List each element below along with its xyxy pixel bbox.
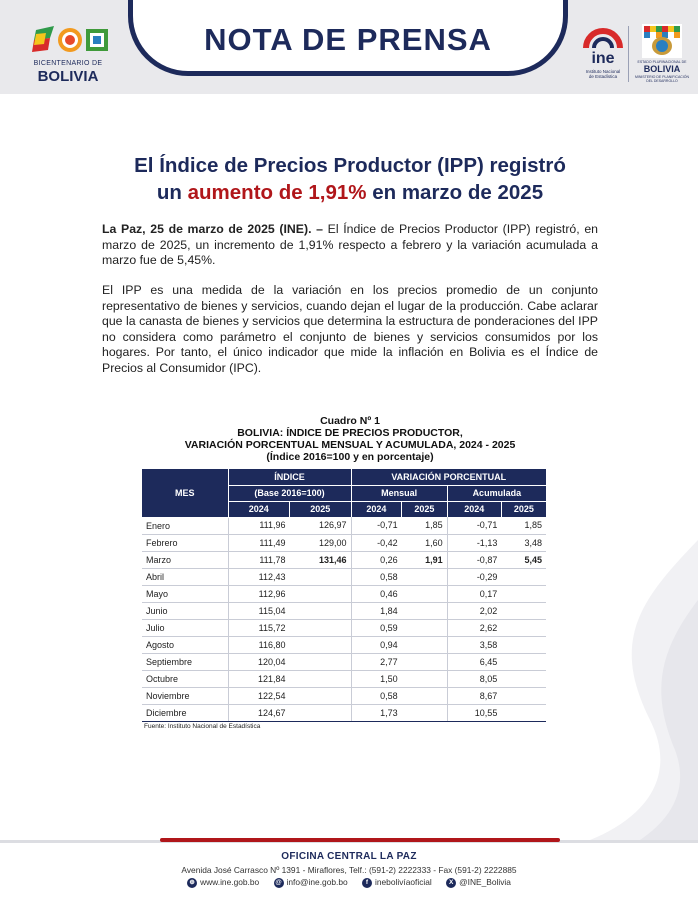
- cell-value: 126,97: [290, 517, 352, 534]
- email-icon: @: [275, 879, 282, 887]
- table-row: [142, 636, 546, 653]
- table-source: Fuente: Instituto Nacional de Estadística: [144, 723, 261, 730]
- cell-value-highlight: 1,91: [402, 551, 447, 568]
- x-icon: X: [446, 878, 456, 888]
- cell-value: 111,49: [228, 534, 290, 551]
- cell-value: 2,02: [447, 602, 501, 619]
- cell-value: 3,48: [501, 534, 546, 551]
- footer-title: OFICINA CENTRAL LA PAZ: [281, 851, 417, 862]
- cell-value: [290, 636, 352, 653]
- header-variacion: VARIACIÓN PORCENTUAL: [351, 469, 546, 485]
- cell-value: [402, 670, 447, 687]
- contact-x[interactable]: X @INE_Bolivia: [446, 877, 511, 888]
- cell-value: [501, 704, 546, 721]
- cell-value: [501, 568, 546, 585]
- dateline: La Paz, 25 de marzo de 2025 (INE). –: [102, 222, 323, 236]
- header-year: 2024: [351, 501, 402, 517]
- cell-value-highlight: 131,46: [290, 551, 352, 568]
- coat-of-arms-icon: [632, 20, 692, 60]
- ine-logo: [580, 22, 626, 86]
- bicentenario-label: BICENTENARIO DE: [33, 60, 103, 67]
- header-year: 2024: [228, 501, 290, 517]
- cell-value: [501, 619, 546, 636]
- bicentenario-emblem-icon: [26, 24, 110, 60]
- table-row: [142, 585, 546, 602]
- bicentenario-logo: [26, 24, 110, 84]
- cell-mes: Febrero: [142, 534, 228, 551]
- headline-line1: El Índice de Precios Productor (IPP) registró: [134, 154, 566, 177]
- cell-mes: Enero: [142, 517, 228, 534]
- cell-mes: Noviembre: [142, 687, 228, 704]
- cell-value: [402, 585, 447, 602]
- cell-value: 0,94: [351, 636, 402, 653]
- cell-value: 8,67: [447, 687, 501, 704]
- cell-value: 0,58: [351, 568, 402, 585]
- cell-value: 122,54: [228, 687, 290, 704]
- cell-value: -0,71: [351, 517, 402, 534]
- header-mensual: Mensual: [351, 485, 447, 501]
- cell-value: [501, 636, 546, 653]
- headline: [80, 152, 620, 206]
- table-caption: Cuadro Nº 1 BOLIVIA: ÍNDICE DE PRECIOS PRODUCTOR, VARIACIÓN PORCENTUAL MENSUAL Y ACUMULADA, 2024 - 2025 (Índice 2016=100 y en porcentaje): [184, 415, 516, 463]
- contact-facebook[interactable]: f inebolivíaoficial: [362, 877, 432, 888]
- estado-logo: [632, 20, 692, 88]
- table-row: [142, 551, 546, 568]
- ine-subtitle: Instituto Nacional de Estadística: [585, 69, 621, 79]
- cell-value: 0,46: [351, 585, 402, 602]
- cell-value: 115,72: [228, 619, 290, 636]
- footer-address: Avenida José Carrasco Nº 1391 - Miraflores, Telf.: (591-2) 2222333 - Fax (591-2) 2222885: [181, 865, 517, 875]
- cell-value: [290, 687, 352, 704]
- cell-value: 121,84: [228, 670, 290, 687]
- cell-value: [290, 568, 352, 585]
- cell-mes: Octubre: [142, 670, 228, 687]
- cell-value: [290, 619, 352, 636]
- cell-value: 120,04: [228, 653, 290, 670]
- cell-value: [290, 653, 352, 670]
- cell-value: -1,13: [447, 534, 501, 551]
- ine-emblem-icon: [580, 22, 626, 52]
- cell-value: 8,05: [447, 670, 501, 687]
- table-row: [142, 619, 546, 636]
- cell-value: 1,60: [402, 534, 447, 551]
- cell-value: -0,71: [447, 517, 501, 534]
- contact-email[interactable]: @ info@ine.gob.bo: [275, 877, 348, 888]
- paragraph-lead: La Paz, 25 de marzo de 2025 (INE). – El Índice de Precios Productor (IPP) registró, en marzo de 2025, un incremento de 1,91% respecto a febrero y la variación acumulada a marzo fue de 5,45%.: [102, 222, 598, 267]
- cell-value: [501, 585, 546, 602]
- cell-mes: Septiembre: [142, 653, 228, 670]
- cell-mes: Abril: [142, 568, 228, 585]
- estado-name: BOLIVIA: [643, 64, 681, 74]
- footer-contacts: [0, 877, 698, 888]
- header-mes: MES: [142, 469, 228, 517]
- cell-value: [402, 704, 447, 721]
- cell-value: -0,29: [447, 568, 501, 585]
- cell-value: 0,26: [351, 551, 402, 568]
- header-year: 2025: [501, 501, 546, 517]
- cell-value: [402, 653, 447, 670]
- bolivia-label: BOLIVIA: [37, 68, 99, 85]
- header-banner: [0, 0, 698, 94]
- header-year: 2025: [402, 501, 447, 517]
- cell-value: 2,62: [447, 619, 501, 636]
- cell-value: [402, 619, 447, 636]
- cell-value: 1,84: [351, 602, 402, 619]
- cell-mes: Agosto: [142, 636, 228, 653]
- header-acumulada: Acumulada: [447, 485, 546, 501]
- cell-value: [402, 602, 447, 619]
- estado-prefix: ESTADO PLURINACIONAL DE: [637, 60, 687, 64]
- cell-value: [501, 602, 546, 619]
- cell-value: -0,42: [351, 534, 402, 551]
- table-row: [142, 568, 546, 585]
- ine-word: ine: [591, 50, 615, 67]
- cell-value: [402, 636, 447, 653]
- cell-value: [290, 670, 352, 687]
- cell-value: 116,80: [228, 636, 290, 653]
- footer-accent-bar: [160, 838, 560, 842]
- cell-value: [402, 568, 447, 585]
- table-row: [142, 653, 546, 670]
- globe-icon: ⊕: [187, 878, 197, 888]
- logo-divider: [628, 26, 629, 82]
- cell-value: 10,55: [447, 704, 501, 721]
- cell-value: 1,85: [402, 517, 447, 534]
- cell-value: [402, 687, 447, 704]
- facebook-icon: f: [362, 878, 372, 888]
- cell-value: 129,00: [290, 534, 352, 551]
- table-row: [142, 670, 546, 687]
- header-year: 2025: [290, 501, 352, 517]
- cell-value: 111,96: [228, 517, 290, 534]
- header-base: (Base 2016=100): [228, 485, 351, 501]
- cell-value: 1,73: [351, 704, 402, 721]
- estado-subtitle: MINISTERIO DE PLANIFICACIÓN DEL DESARROLLO: [634, 75, 690, 83]
- cell-value: 2,77: [351, 653, 402, 670]
- cell-value: 112,96: [228, 585, 290, 602]
- cell-value: 115,04: [228, 602, 290, 619]
- page-title: NOTA DE PRENSA: [204, 22, 492, 57]
- contact-website[interactable]: ⊕ www.ine.gob.bo: [187, 877, 259, 888]
- cell-value: 3,58: [447, 636, 501, 653]
- table-row: [142, 704, 546, 721]
- cell-value: 0,17: [447, 585, 501, 602]
- table-row: [142, 517, 546, 534]
- cell-value: 1,50: [351, 670, 402, 687]
- headline-highlight: aumento de 1,91%: [187, 181, 367, 204]
- cell-value: [290, 602, 352, 619]
- cell-value-highlight: 5,45: [501, 551, 546, 568]
- cell-value: [501, 653, 546, 670]
- cell-value: [290, 585, 352, 602]
- cell-value: [290, 704, 352, 721]
- cell-mes: Marzo: [142, 551, 228, 568]
- header-year: 2024: [447, 501, 501, 517]
- cell-value: 6,45: [447, 653, 501, 670]
- cell-value: 112,43: [228, 568, 290, 585]
- cell-value: 124,67: [228, 704, 290, 721]
- cell-value: [501, 687, 546, 704]
- header-indice: ÍNDICE: [228, 469, 351, 485]
- table-row: [142, 534, 546, 551]
- cell-value: [501, 670, 546, 687]
- cell-value: 0,59: [351, 619, 402, 636]
- cell-value: 1,85: [501, 517, 546, 534]
- cell-value: -0,87: [447, 551, 501, 568]
- table-row: [142, 687, 546, 704]
- headline-line2: un aumento de 1,91% en marzo de 2025: [156, 181, 544, 204]
- cell-mes: Mayo: [142, 585, 228, 602]
- cell-mes: Junio: [142, 602, 228, 619]
- cell-mes: Diciembre: [142, 704, 228, 721]
- table-row: [142, 602, 546, 619]
- paragraph-definition: El IPP es una medida de la variación en los precios promedio de un conjunto representativo de bienes y servicios, cuando dejan el lugar de la producción. Cabe aclarar que la canasta de bienes y servicios que determina la estructura de ponderaciones del IPP no considera como parámetro el conjunto de bienes y servicios consumidos por los hogares. Por tanto, el único indicador que mide la inflación en Bolivia es el Índice de Precios al Consumidor (IPC).: [102, 283, 598, 375]
- ipp-table: [142, 469, 546, 722]
- cell-mes: Julio: [142, 619, 228, 636]
- cell-value: 0,58: [351, 687, 402, 704]
- cell-value: 111,78: [228, 551, 290, 568]
